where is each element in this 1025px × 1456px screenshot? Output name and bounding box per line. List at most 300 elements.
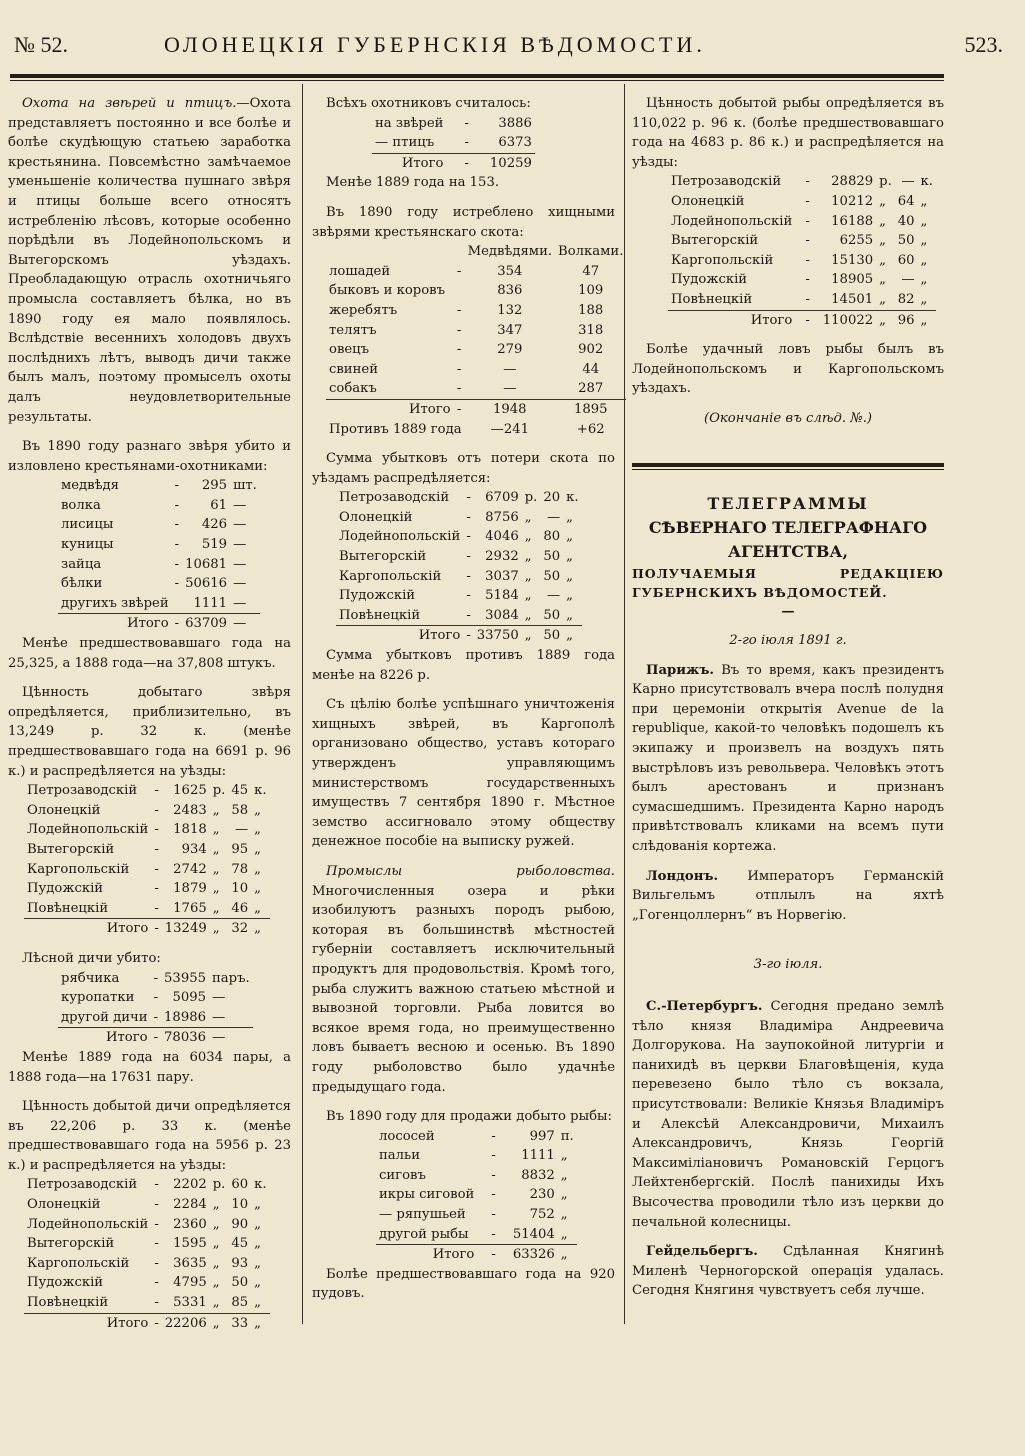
- table-cell: — птицъ: [375, 135, 435, 151]
- table-cell: 3635: [173, 1255, 207, 1271]
- table-cell: Петрозаводскій: [27, 783, 138, 799]
- table-row: [58, 988, 253, 1008]
- table-row: [58, 1008, 253, 1028]
- table-cell: -: [491, 1167, 496, 1183]
- paragraph: Менѣе 1889 года на 153.: [326, 175, 500, 191]
- table-cell: „: [251, 1313, 269, 1333]
- game-value-table: [24, 1175, 270, 1333]
- section-lead: Промыслы рыболовства.: [326, 863, 615, 879]
- table-cell: 2202: [173, 1177, 207, 1193]
- telegram-london: Лондонъ. Императоръ Германскій Вильгельмъ отплылъ на яхтѣ „Гогенцоллернъ“ въ Норвегію.: [632, 868, 944, 923]
- table-cell: -: [154, 1236, 159, 1252]
- table-total-row: [668, 310, 936, 330]
- table-cell: -: [154, 1275, 159, 1291]
- table-cell: Петрозаводскій: [671, 174, 782, 190]
- table-row: [24, 1273, 270, 1293]
- paragraph: Болѣе удачный ловъ рыбы былъ въ Лодейнопольскомъ и Каргопольскомъ уѣздахъ.: [632, 342, 944, 397]
- table-cell: 10259: [487, 153, 535, 173]
- table-cell: Олонецкій: [27, 802, 101, 818]
- table-cell: 109: [578, 283, 604, 299]
- table-row: [336, 567, 582, 587]
- table-cell: Петрозаводскій: [339, 490, 450, 506]
- table-cell: -: [466, 588, 471, 604]
- table-cell: —: [230, 614, 260, 634]
- table-row: [24, 840, 270, 860]
- table-cell: -: [805, 252, 810, 268]
- table-cell: Повѣнецкій: [27, 1295, 109, 1311]
- table-cell: -: [456, 342, 462, 358]
- table-row: [24, 860, 270, 880]
- table-cell: „: [254, 1295, 261, 1311]
- table-cell: „: [254, 900, 261, 916]
- telegram-heidelberg: Гейдельбергъ. Сдѣланная Княгинѣ Миленѣ Черногорской операція удалась. Сегодня Княгиня чувствуетъ себя лучше.: [632, 1244, 944, 1299]
- table-cell: —: [546, 588, 561, 604]
- table-cell: —: [503, 381, 517, 397]
- table-cell: -: [795, 310, 819, 330]
- table-cell: икры сиговой: [379, 1187, 475, 1203]
- page-number: 523.: [964, 32, 1003, 57]
- table-cell: 3037: [485, 568, 519, 584]
- table-cell: [172, 594, 182, 614]
- table-row: [326, 321, 626, 341]
- table-cell: „: [254, 1197, 261, 1213]
- table-cell: Итого: [58, 614, 172, 634]
- table-cell: „: [254, 822, 261, 838]
- table-cell: -: [456, 263, 462, 279]
- table-cell: 4795: [173, 1275, 207, 1291]
- table-cell: -: [153, 990, 159, 1006]
- table-cell: 519: [201, 537, 228, 553]
- table-cell: „: [566, 607, 573, 623]
- table-cell: -: [466, 509, 471, 525]
- table-cell: 82: [897, 291, 915, 307]
- animal-value-table: [24, 781, 270, 939]
- table-cell: -: [154, 1255, 159, 1271]
- table-cell: „: [212, 881, 220, 897]
- table-row: [668, 212, 936, 232]
- section-rule: [632, 463, 944, 467]
- fishing-paragraph: Промыслы рыболовства. Многочисленныя озера и рѣки изобилуютъ разныхъ породъ рыбою, которая въ большинствѣ мѣстностей губерніи составляетъ исключительный продуктъ для продовольствія. Кромѣ того, рыба служитъ важною статьею мѣстной и вывозной торговли. Рыба ловится во всякое время года, но преимущественно ловъ бываетъ весною и осенью. Въ 1890 году рыболовство было удачнѣе предыдущаго года.: [312, 863, 615, 1095]
- table-cell: -: [491, 1148, 496, 1164]
- table-cell: -: [464, 135, 469, 151]
- table-cell: Итого: [326, 399, 454, 419]
- table-cell: 3084: [485, 607, 519, 623]
- table-cell: 78036: [161, 1028, 209, 1048]
- header-rule-thin: [10, 80, 944, 81]
- table-row: [376, 1127, 577, 1147]
- table-cell: 1948: [465, 399, 555, 419]
- table-cell: р.: [524, 490, 538, 506]
- table-cell: „: [254, 1255, 261, 1271]
- table-cell: -: [174, 497, 180, 513]
- table-cell: -: [805, 272, 810, 288]
- table-cell: 6373: [498, 135, 532, 151]
- table-row: [336, 547, 582, 567]
- table-cell: [326, 242, 454, 262]
- table-cell: 50: [231, 1275, 249, 1291]
- loss-by-district-table: [336, 488, 582, 646]
- section-rule-thin: [632, 469, 944, 470]
- column-2: [312, 94, 624, 1304]
- table-cell: „: [879, 252, 886, 268]
- table-cell: -: [491, 1207, 496, 1223]
- table-cell: -: [466, 549, 471, 565]
- table-cell: —: [503, 361, 517, 377]
- table-cell: 354: [497, 263, 523, 279]
- table-cell: лошадей: [329, 263, 391, 279]
- table-cell: 347: [497, 322, 523, 338]
- table-cell: рябчика: [61, 970, 120, 986]
- table-row: [58, 496, 260, 516]
- table-cell: 934: [181, 841, 207, 857]
- column-divider-1: [302, 84, 303, 1324]
- table-cell: [454, 242, 465, 262]
- table-cell: —: [233, 556, 247, 572]
- table-cell: „: [566, 529, 573, 545]
- paragraph: Цѣнность добытой рыбы опредѣляется въ 110,022 р. 96 к. (болѣе предшествовавшаго года на 4683 р. 86 к.) и распредѣляется на уѣзды:: [632, 96, 944, 170]
- newspaper-title: ОЛОНЕЦКІЯ ГУБЕРНСКІЯ ВѢДОМОСТИ.: [164, 32, 706, 57]
- table-row: [336, 586, 582, 606]
- table-cell: Итого: [372, 153, 446, 173]
- table-cell: 2742: [173, 861, 207, 877]
- animals-table: [58, 476, 260, 634]
- table-cell: 60: [897, 252, 915, 268]
- telegrams-subheading: ПОЛУЧАЕМЫЯ РЕДАКЦІЕЮ ГУБЕРНСКИХЪ ВѢДОМОСТЕЙ.: [632, 565, 944, 600]
- heading-dash: —: [781, 603, 795, 619]
- table-row: [376, 1185, 577, 1205]
- table-cell: „: [524, 529, 532, 545]
- table-cell: Каргопольскій: [671, 252, 774, 268]
- table-cell: [454, 281, 465, 301]
- table-cell: сиговъ: [379, 1167, 426, 1183]
- table-cell: куницы: [61, 537, 114, 553]
- table-cell: 50616: [185, 576, 228, 592]
- table-cell: „: [920, 272, 928, 288]
- table-cell: р.: [212, 783, 226, 799]
- table-cell: 188: [578, 302, 604, 318]
- table-cell: -: [454, 399, 465, 419]
- paragraph: Въ 1890 году истреблено хищными звѣрями крестьянскаго скота:: [312, 204, 615, 240]
- table-cell: Каргопольскій: [27, 1255, 130, 1271]
- table-cell: -: [154, 1177, 159, 1193]
- table-cell: на звѣрей: [375, 115, 444, 131]
- table-cell: 836: [497, 283, 523, 299]
- table-row: [668, 231, 936, 251]
- table-cell: 1765: [173, 900, 207, 916]
- table-cell: „: [879, 272, 886, 288]
- table-cell: —: [901, 174, 915, 190]
- date-line: 2-го іюля 1891 г.: [729, 633, 847, 649]
- table-cell: 14501: [831, 291, 874, 307]
- table-cell: -: [466, 490, 471, 506]
- table-cell: 40: [897, 213, 915, 229]
- table-cell: „: [920, 252, 928, 268]
- table-row: [326, 360, 626, 380]
- table-cell: -: [154, 900, 159, 916]
- table-cell: 60: [231, 1177, 249, 1193]
- date-line: 3-го іюля.: [753, 957, 823, 973]
- city-lead: Гейдельбергъ.: [646, 1244, 758, 1260]
- table-cell: -: [154, 1295, 159, 1311]
- table-cell: -: [805, 291, 810, 307]
- table-cell: „: [212, 861, 220, 877]
- table-cell: лисицы: [61, 517, 114, 533]
- table-cell: 85: [231, 1295, 249, 1311]
- table-header-row: [326, 242, 626, 262]
- table-row: [376, 1166, 577, 1186]
- table-cell: Итого: [376, 1245, 477, 1265]
- table-cell: Повѣнецкій: [671, 291, 753, 307]
- fish-catch-table: [376, 1127, 577, 1265]
- table-cell: -: [154, 783, 159, 799]
- table-row: [24, 879, 270, 899]
- table-cell: „: [560, 1226, 568, 1242]
- table-cell: Вытегорскій: [27, 841, 115, 857]
- table-row: [24, 1215, 270, 1235]
- table-cell: „: [524, 509, 532, 525]
- paragraph: Цѣнность добытаго звѣря опредѣляется, приблизительно, въ 13,249 р. 32 к. (менѣе предшествовавшаго года на 6691 р. 96 к.) и распредѣляется на уѣзды:: [8, 685, 291, 779]
- table-cell: Итого: [668, 310, 795, 330]
- table-cell: Итого: [24, 919, 151, 939]
- table-cell: „: [560, 1207, 568, 1223]
- table-cell: -: [151, 919, 161, 939]
- table-cell: —: [212, 990, 226, 1006]
- table-cell: „: [212, 822, 220, 838]
- table-row: [326, 379, 626, 399]
- paragraph: Сумма убытковъ отъ потери скота по уѣздамъ распредѣляется:: [312, 451, 615, 486]
- table-cell: —: [212, 1009, 226, 1025]
- table-cell: паръ.: [212, 970, 250, 986]
- table-cell: „: [560, 1187, 568, 1203]
- table-cell: 58: [231, 802, 249, 818]
- table-cell: 80: [543, 529, 561, 545]
- table-cell: -: [491, 1187, 496, 1203]
- table-cell: „: [524, 588, 532, 604]
- table-cell: „: [566, 509, 573, 525]
- table-cell: -: [491, 1226, 496, 1242]
- table-cell: „: [918, 310, 936, 330]
- table-cell: —: [233, 595, 247, 611]
- table-cell: 2483: [173, 802, 207, 818]
- table-row: [24, 820, 270, 840]
- column-1: [8, 94, 291, 1333]
- table-cell: „: [524, 549, 532, 565]
- table-cell: „: [522, 626, 541, 646]
- table-total-row: [326, 399, 626, 419]
- issue-number: № 52.: [14, 32, 68, 57]
- table-cell: 32: [228, 919, 251, 939]
- table-cell: 6709: [485, 490, 519, 506]
- table-cell: 110022: [820, 310, 876, 330]
- table-row: [376, 1205, 577, 1225]
- table-cell: 1625: [173, 783, 207, 799]
- table-row: [24, 1254, 270, 1274]
- table-cell: 997: [529, 1128, 555, 1144]
- fish-value-table: [668, 172, 936, 330]
- table-row: [24, 1175, 270, 1195]
- table-cell: 18905: [831, 272, 874, 288]
- table-cell: телятъ: [329, 322, 377, 338]
- table-cell: 20: [543, 490, 561, 506]
- table-cell: 78: [231, 861, 249, 877]
- telegram-paris: Парижъ. Въ то время, какъ президентъ Карно присутствовалъ вчера послѣ полудня при церемоніи открытія Avenue de la republique, какой-то человѣкъ подошелъ къ экипажу и произвелъ на воздухъ пять выстрѣловъ изъ револьвера. Человѣкъ этотъ былъ арестованъ и признанъ сумасшедшимъ. Президента Карно народъ привѣтствовалъ кликами на всемъ пути слѣдованія кортежа.: [632, 662, 944, 855]
- table-cell: „: [879, 233, 886, 249]
- table-cell: 18986: [164, 1009, 206, 1025]
- table-cell: к.: [254, 783, 267, 799]
- livestock-loss-table: [326, 242, 626, 439]
- table-cell: „: [254, 1216, 261, 1232]
- table-cell: 63709: [182, 614, 230, 634]
- table-cell: другой дичи: [61, 1009, 148, 1025]
- column-3: [632, 94, 944, 1301]
- table-cell: 2360: [173, 1216, 207, 1232]
- table-total-row: [58, 614, 260, 634]
- table-cell: 50: [897, 233, 915, 249]
- table-row: [668, 192, 936, 212]
- table-row: [58, 515, 260, 535]
- table-row: [24, 801, 270, 821]
- table-cell: 6255: [839, 233, 874, 249]
- table-row: [668, 172, 936, 192]
- table-row: [326, 262, 626, 282]
- table-cell: „: [212, 802, 220, 818]
- table-cell: —: [233, 497, 247, 513]
- table-row: [326, 281, 626, 301]
- page-header: [14, 30, 1003, 64]
- table-cell: 47: [582, 263, 600, 279]
- table-cell: 10: [231, 1197, 249, 1213]
- paragraph: Менѣе предшествовавшаго года на 25,325, а 1888 года—на 37,808 штукъ.: [8, 636, 291, 671]
- table-cell: собакъ: [329, 381, 377, 397]
- table-cell: Пудожскій: [27, 1275, 104, 1291]
- table-row: [336, 527, 582, 547]
- table-cell: 33750: [474, 626, 522, 646]
- table-cell: „: [254, 861, 261, 877]
- table-cell: 28829: [831, 174, 874, 190]
- table-cell: Лодейнопольскій: [339, 529, 461, 545]
- table-cell: лососей: [379, 1128, 435, 1144]
- table-cell: 318: [578, 322, 604, 338]
- table-cell: к.: [566, 490, 579, 506]
- table-cell: -: [477, 1245, 509, 1265]
- table-cell: -: [174, 537, 180, 553]
- table-cell: -: [174, 478, 180, 494]
- table-total-row: [372, 153, 535, 173]
- table-cell: Повѣнецкій: [27, 900, 109, 916]
- paragraph: Въ 1890 году для продажи добыто рыбы:: [326, 1109, 612, 1125]
- table-cell: 1879: [173, 881, 207, 897]
- table-cell: 50: [543, 607, 561, 623]
- table-cell: 53955: [164, 970, 206, 986]
- table-cell: „: [212, 1197, 220, 1213]
- table-cell: свиней: [329, 361, 378, 377]
- table-cell: Вытегорскій: [339, 549, 427, 565]
- paragraph: Сумма убытковъ противъ 1889 года менѣе на 8226 р.: [312, 648, 615, 683]
- table-cell: „: [210, 919, 229, 939]
- table-cell: -: [154, 1197, 159, 1213]
- table-row: [336, 606, 582, 626]
- table-cell: -: [463, 626, 473, 646]
- city-lead: С.-Петербургъ.: [646, 999, 763, 1014]
- table-cell: „: [920, 213, 928, 229]
- table-cell: Пудожскій: [27, 881, 104, 897]
- table-cell: „: [876, 310, 895, 330]
- table-cell: Итого: [336, 626, 463, 646]
- table-cell: „: [558, 1245, 577, 1265]
- table-cell: „: [920, 291, 928, 307]
- table-cell: -: [153, 970, 159, 986]
- paragraph: Всѣхъ охотниковъ считалось:: [326, 96, 531, 111]
- table-cell: -: [456, 302, 462, 318]
- table-cell: „: [560, 1167, 568, 1183]
- table-row: [326, 420, 626, 440]
- table-cell: 45: [231, 1236, 249, 1252]
- table-cell: шт.: [233, 478, 257, 494]
- table-cell: Петрозаводскій: [27, 1177, 138, 1193]
- table-cell: Олонецкій: [671, 193, 745, 209]
- table-cell: 1595: [173, 1236, 207, 1252]
- table-row: [58, 476, 260, 496]
- table-cell: 426: [201, 517, 228, 533]
- table-cell: „: [879, 291, 886, 307]
- table-cell: 13249: [162, 919, 210, 939]
- table-cell: -: [154, 841, 159, 857]
- table-cell: жеребятъ: [329, 302, 398, 318]
- table-cell: —: [546, 509, 561, 525]
- header-rule: [10, 74, 944, 78]
- table-row: [24, 1195, 270, 1215]
- table-total-row: [58, 1028, 253, 1048]
- table-cell: —: [234, 822, 249, 838]
- table-cell: — ряпушьей: [379, 1207, 466, 1223]
- table-row: [58, 555, 260, 575]
- table-cell: -: [174, 517, 180, 533]
- table-cell: 1111: [521, 1148, 555, 1164]
- table-cell: -: [446, 153, 486, 173]
- table-cell: 5184: [485, 588, 519, 604]
- table-cell: -: [805, 193, 810, 209]
- hunters-table: [372, 114, 535, 174]
- table-cell: п.: [560, 1128, 574, 1144]
- table-cell: -: [151, 1313, 161, 1333]
- table-cell: „: [254, 1275, 261, 1291]
- table-cell: „: [560, 1148, 568, 1164]
- table-cell: 132: [497, 302, 523, 318]
- hunting-paragraph: Охота на звѣрей и птицъ.—Охота представляетъ постоянно и все болѣе и болѣе скудѣющую статьею заработка крестьянина. Повсемѣстно замѣчаемое уменьшеніе количества пушнаго звѣря и птицы больше всего относятъ истребленію лѣсовъ, которые особенно порѣдѣли въ Лодейнопольскомъ и Вытегорскомъ уѣздахъ. Преобладающую отрасль охотничьяго промысла составляетъ бѣлка, но въ 1890 году ея мало появлялось. Вслѣдствіе весеннихъ холодовъ двухъ послѣднихъ лѣтъ, выводъ дичи также былъ малъ, поэтому промыселъ охоты далъ неудовлетворительные результаты.: [8, 96, 291, 425]
- paragraph: Въ 1890 году разнаго звѣря убито и изловлено крестьянами-охотниками:: [8, 439, 291, 474]
- table-cell: —241: [490, 421, 529, 437]
- table-cell: —: [901, 272, 915, 288]
- table-row: [24, 1293, 270, 1313]
- table-cell: -: [464, 115, 469, 131]
- table-cell: куропатки: [61, 990, 135, 1006]
- table-cell: -: [805, 233, 810, 249]
- table-cell: пальи: [379, 1148, 420, 1164]
- table-cell: -: [154, 1216, 159, 1232]
- table-cell: 10681: [185, 556, 228, 572]
- table-cell: —: [233, 576, 247, 592]
- table-cell: „: [879, 193, 886, 209]
- table-cell: „: [879, 213, 886, 229]
- table-cell: „: [254, 1236, 261, 1252]
- table-cell: „: [254, 881, 261, 897]
- table-row: [24, 899, 270, 919]
- table-cell: 10212: [831, 193, 874, 209]
- table-cell: 902: [578, 342, 604, 358]
- table-cell: -: [466, 607, 471, 623]
- table-cell: +62: [576, 421, 605, 437]
- table-cell: -: [172, 614, 182, 634]
